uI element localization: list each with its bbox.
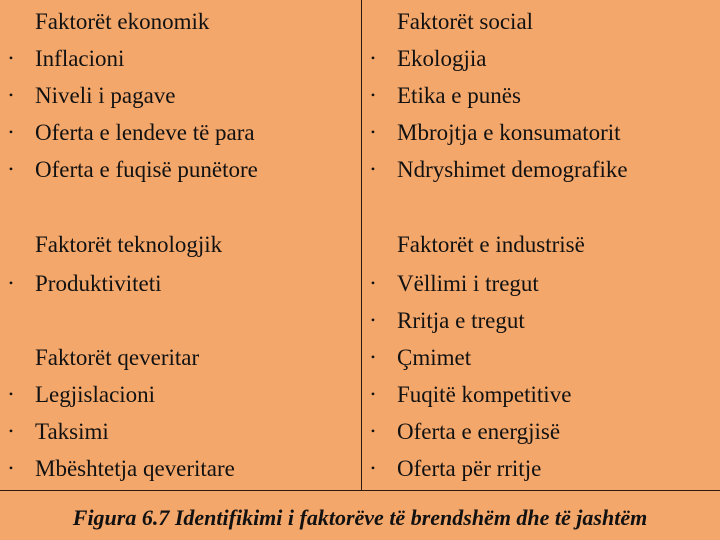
bullet-icon: • [370, 276, 376, 290]
column-divider [361, 0, 362, 491]
list-item: • Oferta e energjisë [397, 413, 560, 450]
list-item: • Ekologjia [397, 40, 486, 77]
bullet-icon: • [370, 88, 376, 102]
list-item: • Çmimet [397, 339, 471, 376]
bottom-border [0, 490, 720, 491]
list-item: • Rritja e tregut [397, 302, 525, 339]
bullet-icon: • [370, 350, 376, 364]
bullet-icon: • [370, 125, 376, 139]
bullet-icon: • [8, 276, 14, 290]
list-item: • Oferta për rritje [397, 450, 541, 487]
list-item: • Oferta e fuqisë punëtore [35, 151, 258, 188]
bullet-icon: • [8, 424, 14, 438]
section-title-social: Faktorët social [397, 9, 534, 34]
list-item: • Legjislacioni [35, 376, 155, 413]
bullet-icon: • [370, 313, 376, 327]
bullet-icon: • [8, 51, 14, 65]
list-item: • Vëllimi i tregut [397, 265, 539, 302]
section-title-technological: Faktorët teknologjik [35, 232, 223, 257]
bullet-icon: • [8, 387, 14, 401]
bullet-icon: • [370, 162, 376, 176]
section-title-industry: Faktorët e industrisë [397, 232, 585, 257]
bullet-icon: • [370, 424, 376, 438]
bullet-icon: • [370, 461, 376, 475]
list-item: • Etika e punës [397, 77, 521, 114]
list-item: • Produktiviteti [35, 265, 162, 302]
bullet-icon: • [8, 88, 14, 102]
figure-caption: Figura 6.7 Identifikimi i faktorëve të brendshëm dhe të jashtëm [72, 505, 648, 530]
section-title-government: Faktorët qeveritar [35, 345, 200, 370]
bullet-icon: • [370, 51, 376, 65]
bullet-icon: • [8, 162, 14, 176]
list-item: • Mbështetja qeveritare [35, 450, 235, 487]
list-item: • Inflacioni [35, 40, 124, 77]
bullet-icon: • [8, 125, 14, 139]
bullet-icon: • [8, 461, 14, 475]
bullet-icon: • [370, 387, 376, 401]
list-item: • Fuqitë kompetitive [397, 376, 571, 413]
list-item: • Taksimi [35, 413, 109, 450]
section-title-economic: Faktorët ekonomik [35, 9, 210, 34]
list-item: • Oferta e lendeve të para [35, 114, 255, 151]
list-item: • Niveli i pagave [35, 77, 176, 114]
list-item: • Ndryshimet demografike [397, 151, 628, 188]
list-item: • Mbrojtja e konsumatorit [397, 114, 621, 151]
